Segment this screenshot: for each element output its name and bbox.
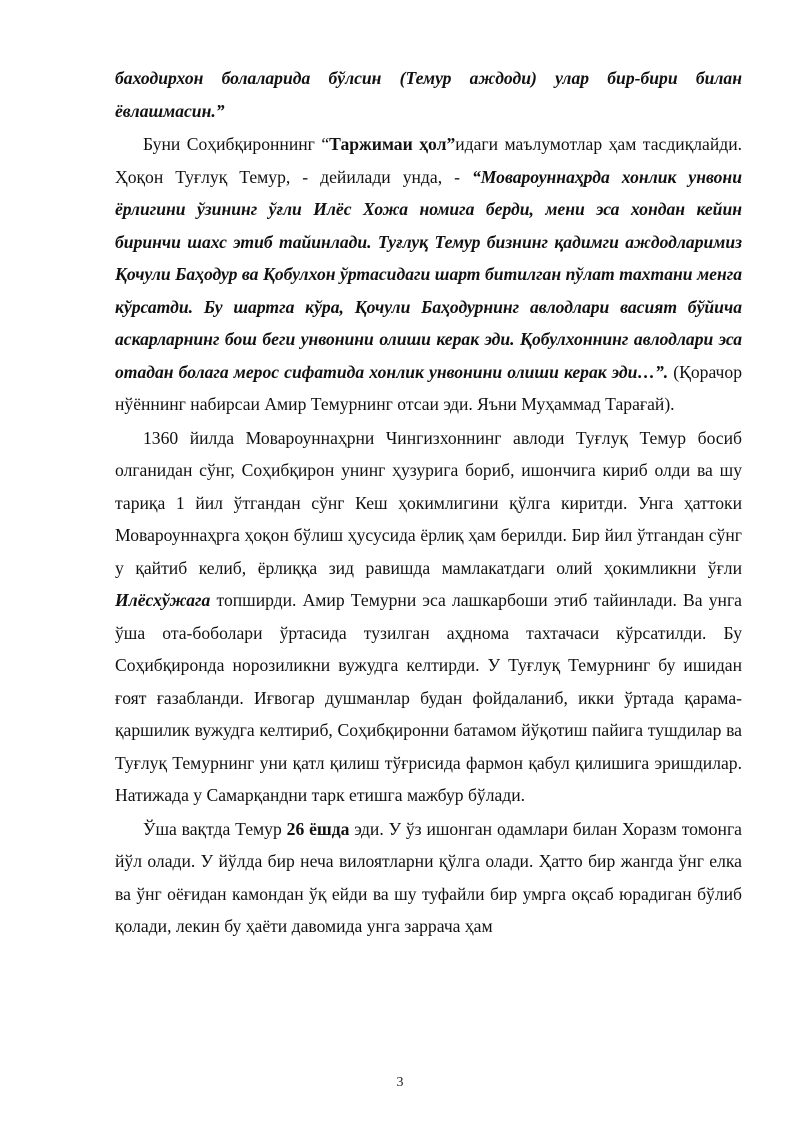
page-number: 3 (396, 1075, 404, 1090)
paragraph-text: 1360 йилда Мовароуннаҳрни Чингизхоннинг авлоди Туғлуқ Темур босиб олганидан сўнг, Соҳибқирон унинг ҳузурига бориб, ишончига кириб олди ва шу тариқа 1 йил ўтгандан сўнг Кеш ҳокимлигини қўлга киритди. Унга ҳаттоки Мовароуннаҳрга ҳоқон бўлиш ҳусусида ёрлиқ ҳам берилди. Бир йил ўтгандан сўнг у қайтиб келиб, ёрлиққа зид равишда мамлакатдаги олий ҳокимликни ўғли (115, 427, 742, 578)
book-title: Таржимаи ҳол” (329, 134, 456, 154)
paragraph-tarjimai-hol (115, 128, 742, 421)
emphasized-name: Илёсхўжага (115, 590, 211, 610)
paragraph-quote-ending (115, 62, 742, 127)
paragraph-text: эди. У ўз ишонган одамлари билан Хоразм томонга йўл олади. У йўлда бир неча вилоятларни қўлга олади. Ҳатто бир жангда ўнг елка ва ўнг оёғидан камондан ўқ ейди ва шу туфайли бир умрга оқсаб юрадиган бўлиб қолади, лекин бу ҳаёти давомида унга заррача ҳам (115, 818, 742, 936)
paragraph-text: идаги маълумотлар ҳам тасдиқлайди. Ҳоқон Туғлуқ Темур, - дейилади унда, - (115, 134, 743, 187)
paragraph-1360 (115, 422, 742, 812)
paragraph-text: Ўша вақтда Темур (143, 818, 287, 839)
paragraph-text: топширди. Амир Темурни эса лашкарбоши этиб тайинлади. Ва унга ўша ота-боболари ўртасида тузилган аҳднома тахтачаси кўрсатилди. Бу Соҳибқиронда норозиликни вужудга келтирди. У Туғлуқ Темурнинг бу ишидан ғоят ғазабланди. Иғвогар душманлар будан фойдаланиб, икки ўртада қарама-қаршилик вужудга келтириб, Соҳибқиронни батамом йўқотиш пайига тушдилар ва Туғлуқ Темурнинг уни қатл қилиш тўғрисида фармон қабул қилишига эришдилар. Натижада у Самарқандни тарк етишга мажбур бўлади. (115, 590, 742, 805)
paragraph-text: Буни Соҳибқироннинг “ (143, 134, 330, 154)
quote-ending-text: баходирхон болаларида бўлсин (Темур аждоди) улар бир-бири билан ёвлашмасин.” (115, 68, 742, 121)
paragraph-text: (Қорачор нўённинг набирсаи Амир Темурнинг отсаи эди. Яъни Муҳаммад Тарағай). (115, 361, 742, 414)
paragraph-age (115, 813, 742, 943)
document-body (115, 62, 742, 944)
quotation: “Мовароуннаҳрда хонлик унвони ёрлигини ўзининг ўғли Илёс Хожа номига берди, мени эса хондан кейин биринчи шахс этиб тайинлади. Туғлуқ Темур бизнинг қадимги аждодларимиз Қочули Баҳодур ва Қобулхон ўртасидаги шарт битилган пўлат тахтани менга кўрсатди. Бу шартга кўра, Қочули Баҳодурнинг авлодлари васият бўйича аскарларнинг бош беги унвонини олиши керак эди. Қобулхоннинг авлодлари эса отадан болага мерос сифатида хонлик унвонини олиши керак эди…”. (115, 166, 742, 382)
emphasized-age: 26 ёшда (286, 818, 350, 839)
